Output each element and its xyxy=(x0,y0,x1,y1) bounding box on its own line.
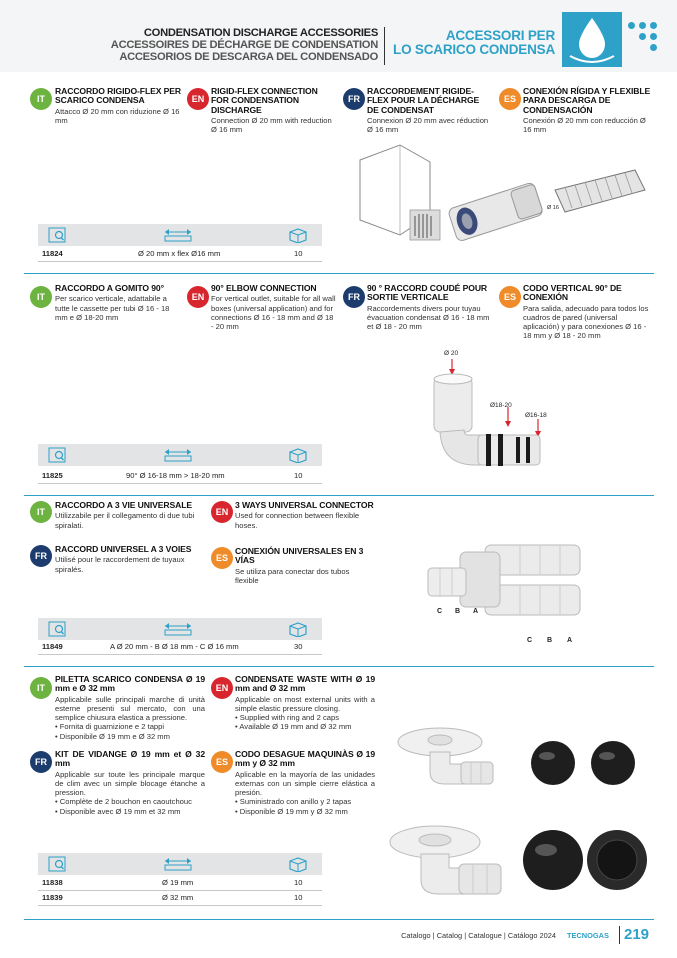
section-divider xyxy=(24,666,654,667)
image-label: Ø 16 xyxy=(547,205,559,211)
product-title: PILETTA SCARICO CONDENSA Ø 19 mm e Ø 32 mm xyxy=(55,674,205,694)
table-row xyxy=(38,641,322,653)
title-it xyxy=(392,29,555,57)
product3-es xyxy=(235,547,375,585)
bullet-item: • Available Ø 19 mm and Ø 32 mm xyxy=(235,722,352,732)
product4-fr xyxy=(55,750,205,816)
row-code: 11849 xyxy=(42,642,63,651)
bullet-item: • Supplied with ring and 2 caps xyxy=(235,713,339,723)
title-it-line2: LO SCARICO CONDENSA xyxy=(393,42,555,57)
product3-fr xyxy=(55,545,205,574)
image-label: C xyxy=(437,608,443,615)
header-separator xyxy=(384,27,385,65)
product-title: 3 WAYS UNIVERSAL CONNECTOR xyxy=(235,500,374,510)
bullet-item: • Suministrado con anillo y 2 tapas xyxy=(235,797,352,807)
badge-en: EN xyxy=(187,88,209,110)
footer-divider xyxy=(24,919,654,920)
product1-it xyxy=(55,87,183,125)
row-code: 11824 xyxy=(42,249,63,258)
bullet-item: • Disponible Ø 19 mm y Ø 32 mm xyxy=(235,806,348,816)
row-spec: Ø 19 mm xyxy=(162,878,194,887)
product-desc: Applicabile sulle principali marche di unità esterne presenti sul mercato, con una semplice chiusura elastica a pressione. xyxy=(55,694,205,723)
product1-en xyxy=(211,87,337,135)
product-desc: Per scarico verticale, adattabile a tutte le cassette per tubi Ø 16 - 18 mm e Ø 18-20 mm xyxy=(55,294,170,322)
badge-es: ES xyxy=(499,88,521,110)
ruler-icon xyxy=(163,227,193,248)
row-qty: 10 xyxy=(294,893,303,902)
row-qty: 10 xyxy=(294,471,303,480)
search-photo-icon xyxy=(48,227,66,248)
badge-en: EN xyxy=(187,286,209,308)
row-spec: Ø 20 mm x flex Ø16 mm xyxy=(138,249,221,258)
image-label: Ø 20 xyxy=(444,350,459,357)
footer-catalog: Catalogo | Catalog | Catalogue | Catálogo 2024 xyxy=(401,931,556,940)
product-desc: Utilisé pour le raccordement de tuyaux spiralés. xyxy=(55,555,185,574)
product-title: CODO VERTICAL 90° DE CONEXIÓN xyxy=(523,283,622,303)
product4-caps-small xyxy=(525,738,645,788)
product-title: RACCORDEMENT RIGIDE-FLEX POUR LA DÉCHARGE DE CONDENSAT xyxy=(367,86,480,115)
product3-image xyxy=(420,530,590,640)
product-title: 90 ° RACCORD COUDÉ POUR SORTIE VERTICALE xyxy=(367,283,488,303)
search-photo-icon xyxy=(48,447,66,468)
badge-es: ES xyxy=(211,751,233,773)
product2-es xyxy=(523,284,651,341)
product-desc: Conexión Ø 20 mm con reducción Ø 16 mm xyxy=(523,116,646,135)
image-label: A xyxy=(473,608,479,615)
product-title: CODO DESAGUE MAQUINÀS Ø 19 mm y Ø 32 mm xyxy=(235,749,375,769)
bullet-item: • Disponibile Ø 19 mm e Ø 32 mm xyxy=(55,731,170,741)
badge-it: IT xyxy=(30,501,52,523)
product4-image-large xyxy=(385,820,510,905)
badge-es: ES xyxy=(499,286,521,308)
product-title: KIT DE VIDANGE Ø 19 mm et Ø 32 mm xyxy=(55,749,205,769)
footer-separator xyxy=(619,926,620,944)
row-divider xyxy=(38,261,322,262)
product-title: RACCORD UNIVERSEL A 3 VOIES xyxy=(55,544,192,554)
product-desc: Applicable on most external units with a simple elastic pressure closing. xyxy=(235,694,375,714)
badge-fr: FR xyxy=(343,88,365,110)
row-spec: 90° Ø 16-18 mm > 18-20 mm xyxy=(126,471,225,480)
product-desc: Se utiliza para conectar dos tubos flexible xyxy=(235,566,350,586)
product1-es xyxy=(523,87,653,135)
ruler-icon xyxy=(163,447,193,468)
row-divider xyxy=(38,654,322,655)
product-title: CONDENSATE WASTE WITH Ø 19 mm and Ø 32 mm xyxy=(235,674,375,694)
row-code: 11825 xyxy=(42,471,63,480)
product-desc: Applicable sur toute les principale marque de clim avec un simple blocage étanche a pression. xyxy=(55,769,205,798)
badge-fr: FR xyxy=(30,545,52,567)
product-desc: Raccordements divers pour tuyau évacuation condensat Ø 16 - 18 mm et Ø 18 - 20 mm xyxy=(367,303,490,332)
row-divider xyxy=(38,483,322,484)
product4-es xyxy=(235,750,375,816)
footer-brand: TECNOGAS xyxy=(567,931,609,940)
row-code: 11839 xyxy=(42,893,63,902)
product-title: CONEXIÓN UNIVERSALES EN 3 VÍAS xyxy=(235,546,364,566)
product-desc: Used for connection between flexible hoses. xyxy=(235,511,360,530)
section-divider xyxy=(24,273,654,274)
product-desc: Aplicable en la mayoría de las unidades externas con un simple cierre elástica a presión. xyxy=(235,769,375,798)
package-icon xyxy=(288,856,308,877)
product-title: RACCORDO A GOMITO 90° xyxy=(55,283,164,293)
table-header-strip xyxy=(38,224,322,246)
product2-fr xyxy=(367,284,493,331)
product-title: RACCORDO RIGIDO-FLEX PER SCARICO CONDENSA xyxy=(55,86,182,106)
badge-es: ES xyxy=(211,547,233,569)
product2-en xyxy=(211,284,337,331)
badge-fr: FR xyxy=(343,286,365,308)
table-row xyxy=(38,248,322,260)
table-row xyxy=(38,877,322,889)
product-title: 90° ELBOW CONNECTION xyxy=(211,283,317,293)
product4-it xyxy=(55,675,205,741)
product2-it xyxy=(55,284,181,322)
image-label: B xyxy=(547,637,553,644)
title-it-line1: ACCESSORI PER xyxy=(445,28,555,43)
row-spec: Ø 32 mm xyxy=(162,893,194,902)
table-header-strip xyxy=(38,444,322,466)
product1-fr xyxy=(367,87,493,135)
row-qty: 10 xyxy=(294,249,303,258)
ruler-icon xyxy=(163,621,193,642)
package-icon xyxy=(288,621,308,642)
badge-it: IT xyxy=(30,286,52,308)
product1-image xyxy=(355,140,655,255)
water-drop-icon xyxy=(562,12,622,67)
bullet-item: • Disponible avec Ø 19 mm et 32 mm xyxy=(55,806,181,816)
image-label: C xyxy=(527,637,533,644)
table-row xyxy=(38,470,322,482)
image-label: Ø18-20 xyxy=(490,402,512,409)
search-photo-icon xyxy=(48,621,66,642)
table-header-strip xyxy=(38,853,322,875)
product4-caps-large xyxy=(520,825,650,895)
badge-fr: FR xyxy=(30,751,52,773)
product-desc: Utilizzabile per il collegamento di due tubi spiralati. xyxy=(55,511,195,530)
product-desc: Connexion Ø 20 mm avec réduction Ø 16 mm xyxy=(367,116,489,135)
image-label: Ø16-18 xyxy=(525,412,547,419)
product2-image xyxy=(420,355,570,485)
badge-en: EN xyxy=(211,501,233,523)
badge-en: EN xyxy=(211,677,233,699)
product-title: CONEXIÓN RÍGIDA Y FLEXIBLE PARA DESCARGA DE CONDENSACIÓN xyxy=(523,86,651,115)
badge-it: IT xyxy=(30,677,52,699)
bullet-item: • Complète de 2 bouchon en caoutchouc xyxy=(55,797,192,807)
product-title: RIGID-FLEX CONNECTION FOR CONDENSATION DISCHARGE xyxy=(211,86,318,115)
table-header-strip xyxy=(38,618,322,640)
section-divider xyxy=(24,495,654,496)
ruler-icon xyxy=(163,856,193,877)
row-qty: 30 xyxy=(294,642,303,651)
row-code: 11838 xyxy=(42,878,63,887)
header-titles xyxy=(110,27,378,63)
search-photo-icon xyxy=(48,856,66,877)
row-qty: 10 xyxy=(294,878,303,887)
product3-en xyxy=(235,501,375,530)
product-desc: Connection Ø 20 mm with reduction Ø 16 mm xyxy=(211,116,332,135)
row-divider xyxy=(38,890,322,891)
image-label: B xyxy=(455,608,461,615)
product-desc: Attacco Ø 20 mm con riduzione Ø 16 mm xyxy=(55,106,180,126)
table-row xyxy=(38,892,322,904)
product-title: RACCORDO A 3 VIE UNIVERSALE xyxy=(55,500,193,510)
title-es: ACCESORIOS DE DESCARGA DEL CONDENSADO xyxy=(119,51,378,63)
row-spec: A Ø 20 mm - B Ø 18 mm - C Ø 16 mm xyxy=(110,642,239,651)
product4-image-small xyxy=(395,722,505,797)
row-divider xyxy=(38,905,322,906)
brand-dots-icon xyxy=(628,22,668,62)
product3-it xyxy=(55,501,205,530)
product-desc: For vertical outlet, suitable for all wall boxes (universal application) and for connections Ø 16 - 18 mm and Ø 18 - 20 mm xyxy=(211,294,336,332)
page-number: 219 xyxy=(624,926,650,943)
product4-en xyxy=(235,675,375,732)
product-desc: Para salida, adecuado para todos los cuadros de pared (universal aplicación) y para conexiones Ø 16 - 18 mm y Ø 18 - 20 mm xyxy=(523,303,649,341)
package-icon xyxy=(288,227,308,248)
title-fr: ACCESSOIRES DE DÉCHARGE DE CONDENSATION xyxy=(110,39,378,51)
badge-it: IT xyxy=(30,88,52,110)
bullet-item: • Fornita di guarnizione e 2 tappi xyxy=(55,722,165,732)
package-icon xyxy=(288,447,308,468)
image-label: A xyxy=(567,637,573,644)
title-en: CONDENSATION DISCHARGE ACCESSORIES xyxy=(143,27,378,39)
